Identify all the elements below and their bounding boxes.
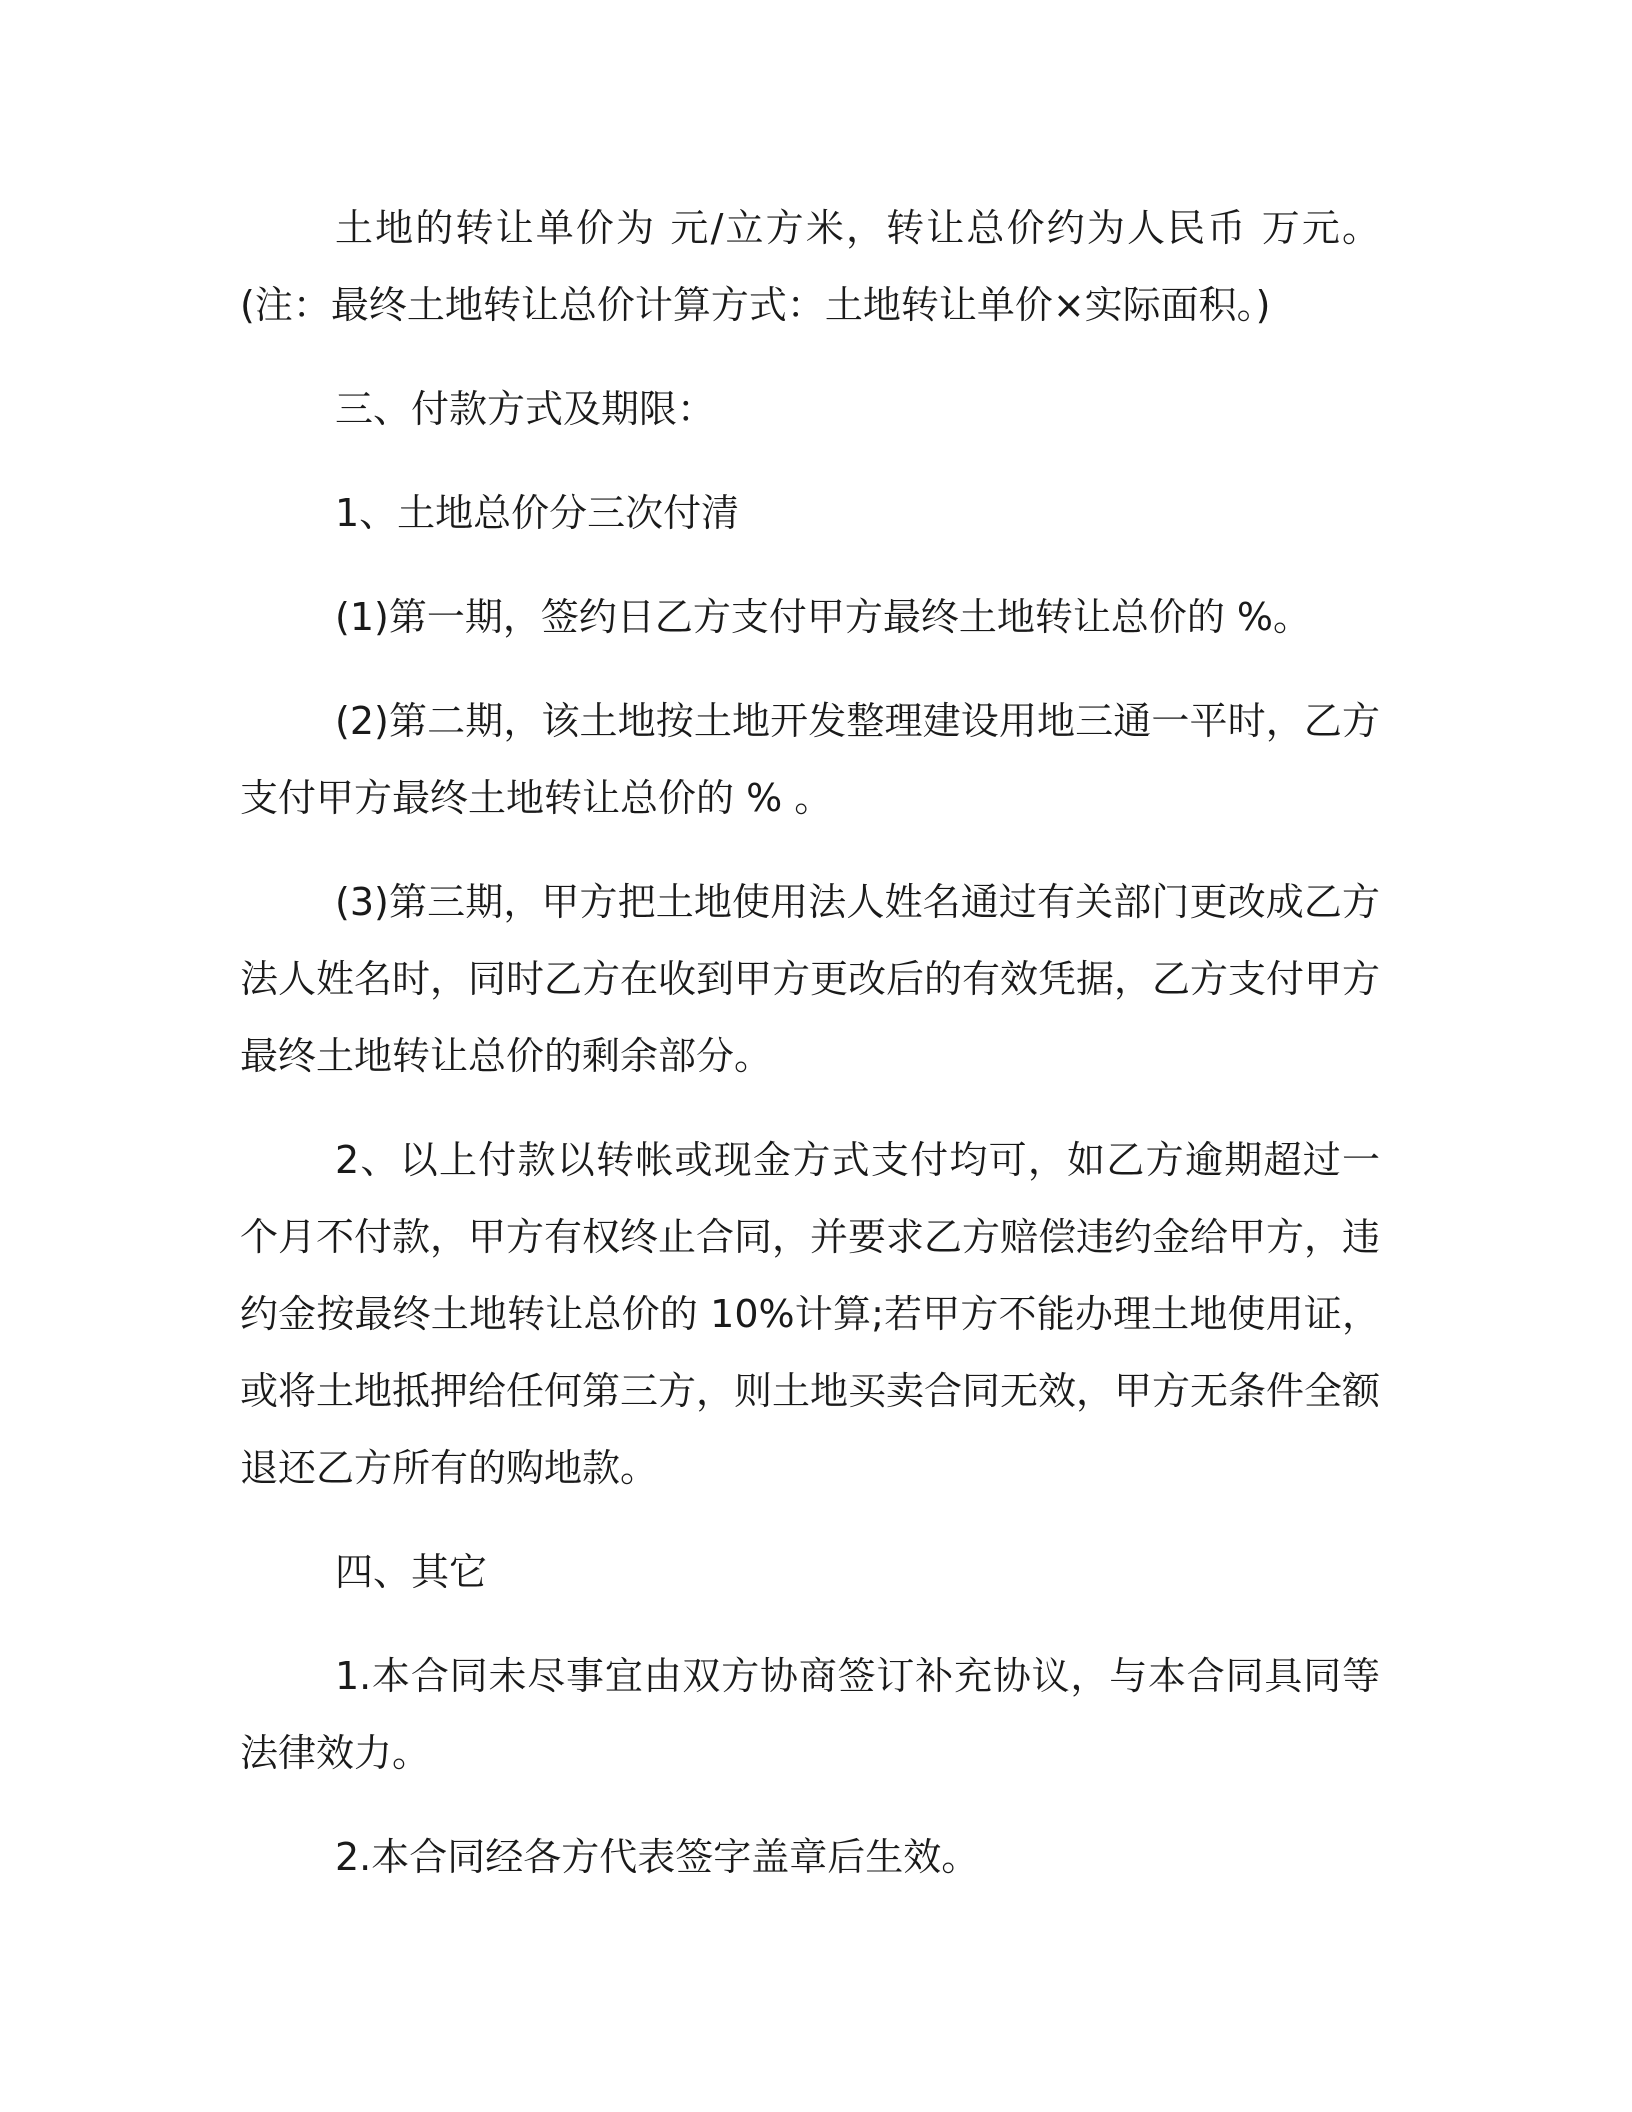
paragraph-third-installment: (3)第三期，甲方把土地使用法人姓名通过有关部门更改成乙方法人姓名时，同时乙方在收到甲方更改后的有效凭据，乙方支付甲方最终土地转让总价的剩余部分。 — [240, 880, 1381, 1078]
heading-other: 四、其它 — [335, 1550, 488, 1594]
paragraph-three-installments: 1、土地总价分三次付清 — [335, 491, 740, 535]
paragraph-first-installment: (1)第一期，签约日乙方支付甲方最终土地转让总价的 %。 — [335, 595, 1312, 639]
paragraph-supplementary-agreement: 1.本合同未尽事宜由双方协商签订补充协议，与本合同具同等法律效力。 — [240, 1654, 1380, 1775]
paragraph-effective-clause: 2.本合同经各方代表签字盖章后生效。 — [335, 1835, 980, 1879]
heading-payment-method: 三、付款方式及期限： — [335, 387, 716, 431]
document-body — [240, 190, 1380, 1896]
paragraph-payment-rules: 2、以上付款以转帐或现金方式支付均可，如乙方逾期超过一个月不付款，甲方有权终止合同，并要求乙方赔偿违约金给甲方，违约金按最终土地转让总价的 10%计算;若甲方不能办理土地使用证，或将土地抵押给任何第三方，则土地买卖合同无效，甲方无条件全额退还乙方所有的购地款。 — [240, 1138, 1381, 1490]
paragraph-second-installment: (2)第二期，该土地按土地开发整理建设用地三通一平时，乙方支付甲方最终土地转让总价的 % 。 — [240, 699, 1380, 820]
paragraph-price-terms: 土地的转让单价为 元/立方米，转让总价约为人民币 万元。(注：最终土地转让总价计算方式：土地转让单价×实际面积。) — [240, 206, 1380, 327]
